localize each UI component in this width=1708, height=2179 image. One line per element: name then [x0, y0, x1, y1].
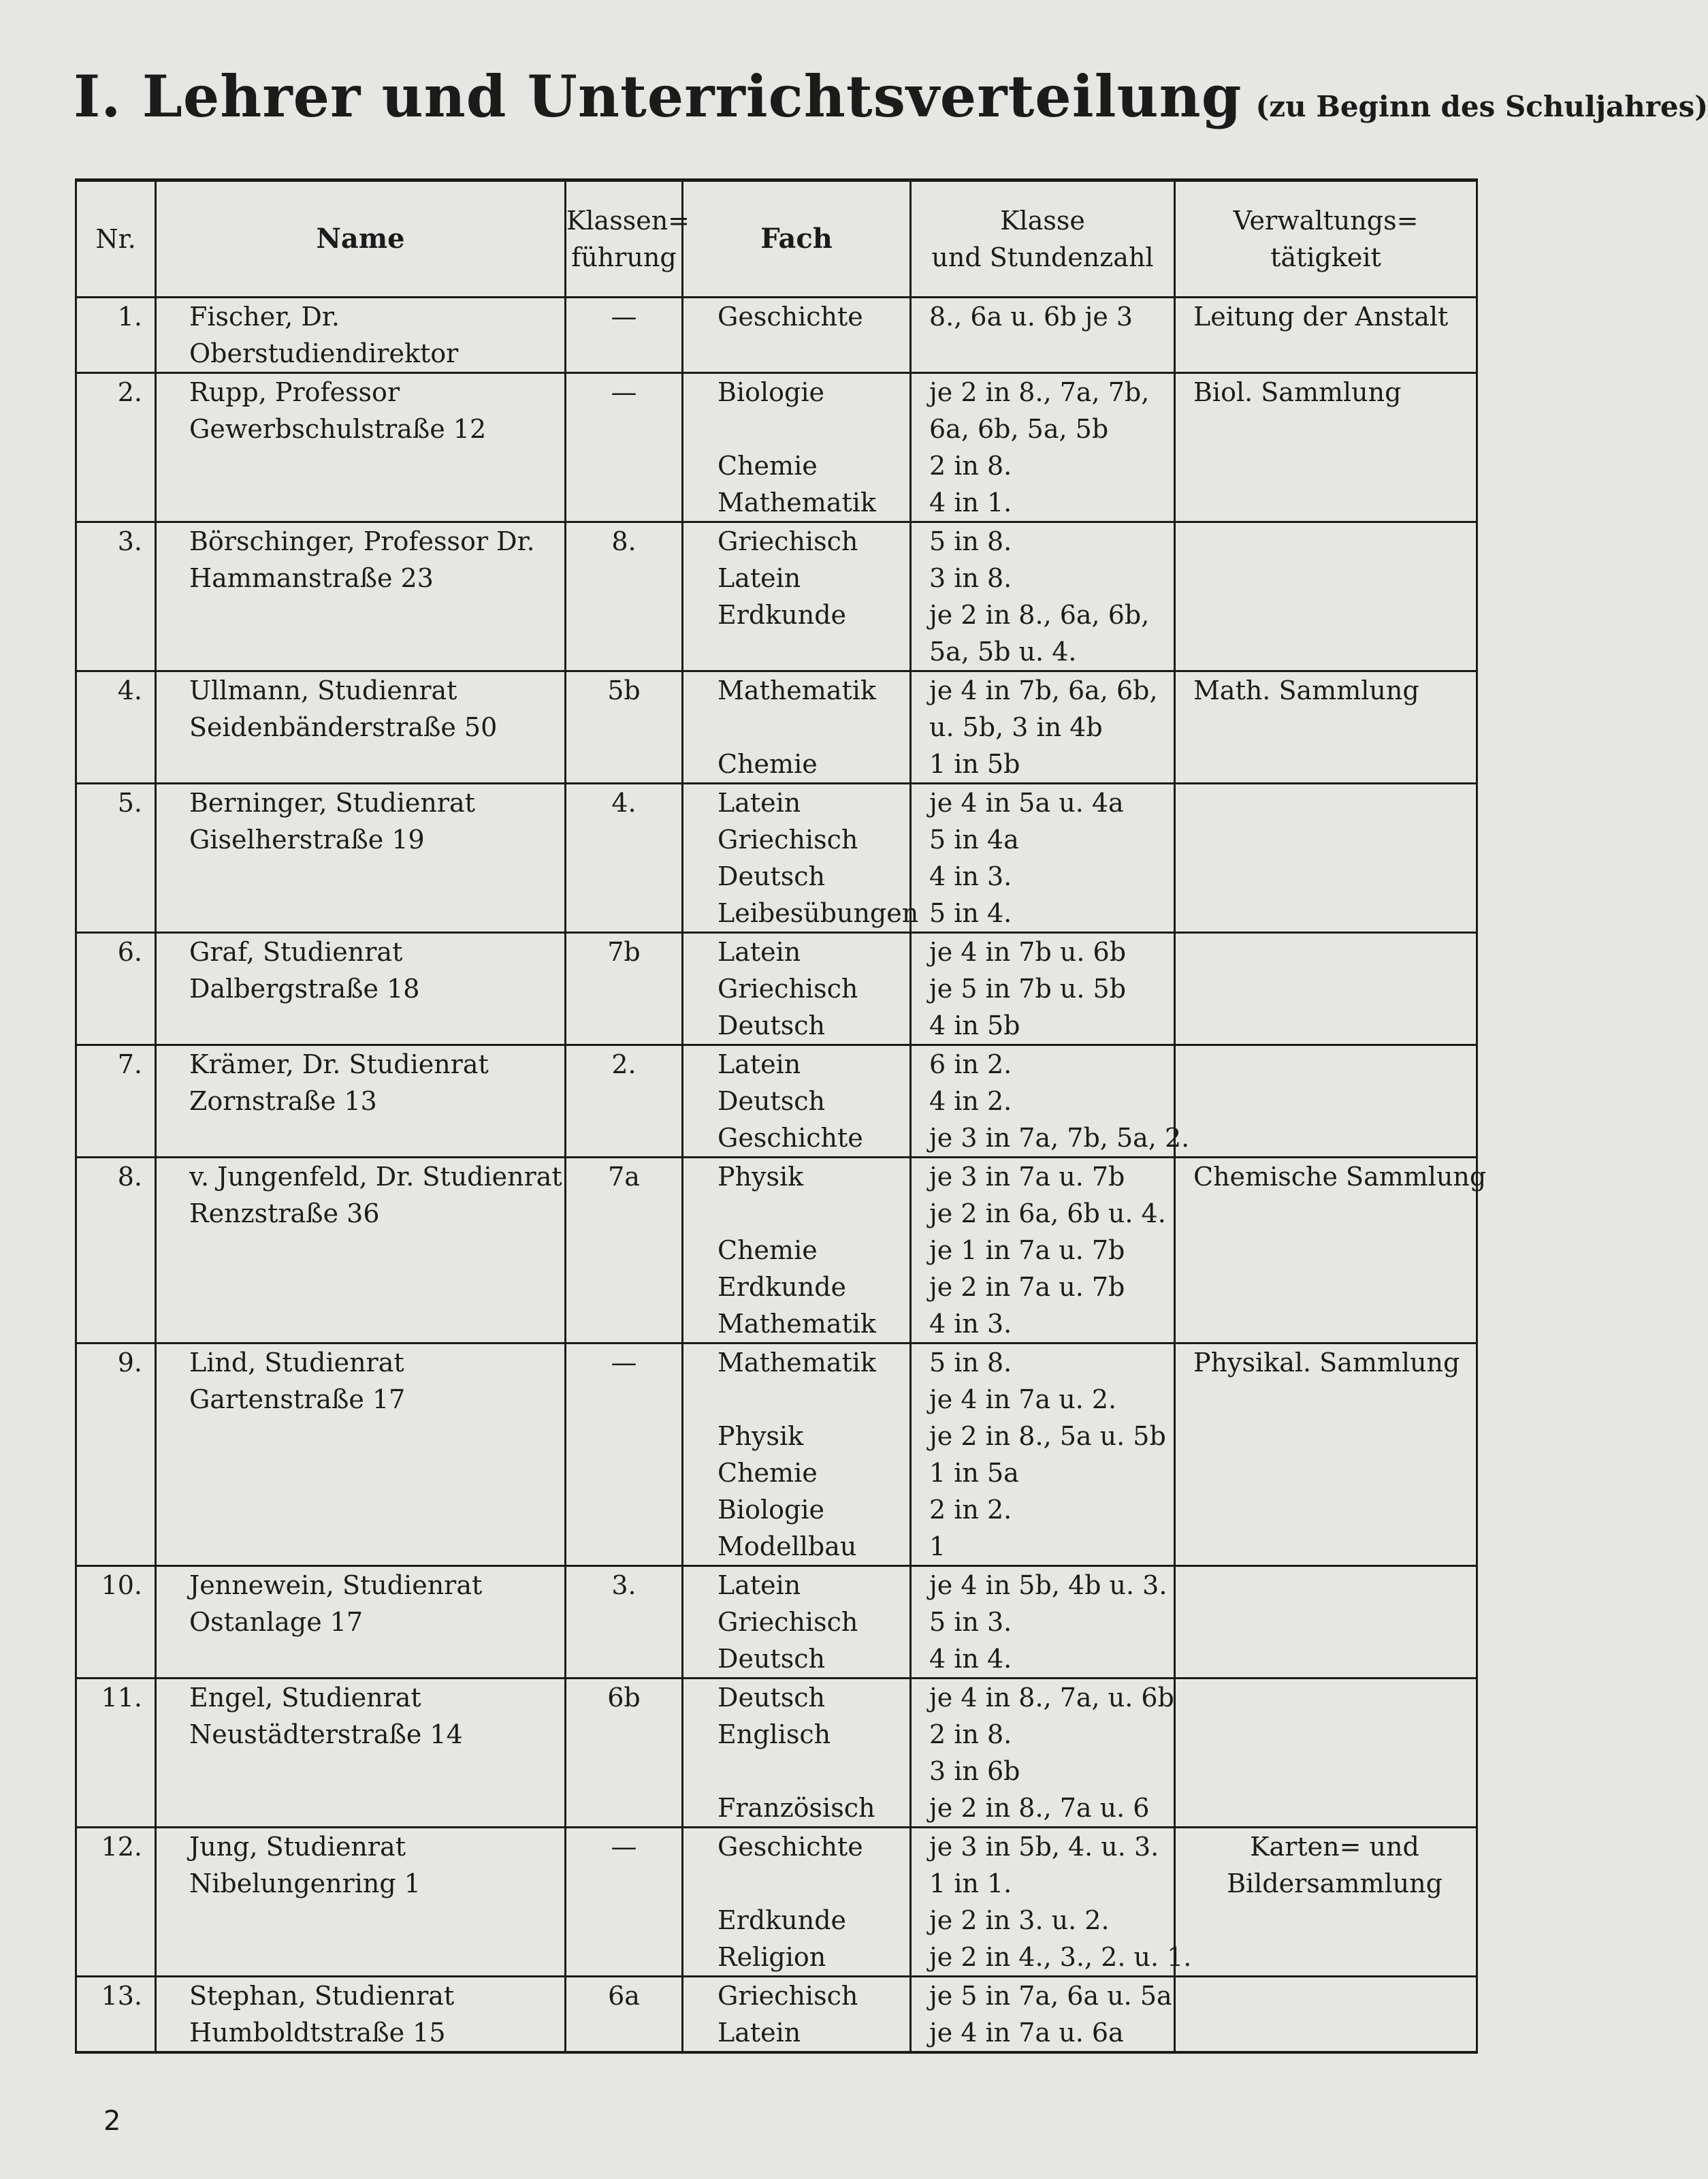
cell-fach-line: Biologie	[718, 1495, 824, 1525]
cell-name-line: Humboldtstraße 15	[189, 2018, 446, 2048]
cell-klassenfuehrung	[566, 373, 683, 522]
cell-fach-line: Geschichte	[718, 1832, 863, 1862]
cell-stunden-line: 1	[929, 1531, 946, 1561]
cell-fach-line: Französisch	[718, 1793, 875, 1823]
cell-name-line: Ullmann, Studienrat	[189, 675, 457, 705]
cell-nr	[76, 1828, 156, 1977]
cell-klassenfuehrung-line: —	[611, 377, 637, 407]
cell-fach-line: Deutsch	[718, 1644, 825, 1674]
page-number: 2	[103, 2105, 121, 2137]
cell-fach	[683, 1977, 911, 2053]
cell-klassenfuehrung-line: 3.	[611, 1570, 637, 1600]
cell-stunden-line: 5 in 4a	[929, 825, 1019, 855]
cell-stunden-line: 4 in 5b	[929, 1011, 1020, 1040]
cell-stunden	[911, 1977, 1175, 2053]
cell-stunden	[911, 784, 1175, 933]
cell-name-line: Jung, Studienrat	[189, 1832, 406, 1862]
cell-stunden-line: 5 in 8.	[929, 1348, 1012, 1378]
cell-stunden	[911, 933, 1175, 1045]
cell-name-line: Krämer, Dr. Studienrat	[189, 1049, 489, 1079]
cell-stunden-line: je 3 in 5b, 4. u. 3.	[929, 1832, 1159, 1862]
cell-stunden-line: 4 in 3.	[929, 861, 1012, 891]
cell-fach-line: Modellbau	[718, 1531, 857, 1561]
cell-fach-line	[718, 1865, 909, 1902]
cell-stunden-line: 3 in 6b	[929, 1756, 1020, 1786]
cell-fach-line: Deutsch	[718, 1683, 825, 1713]
cell-name-line: Zornstraße 13	[189, 1086, 377, 1116]
cell-stunden-line: je 4 in 5b, 4b u. 3.	[929, 1570, 1167, 1600]
cell-nr-line: 4.	[117, 675, 142, 705]
cell-stunden	[911, 522, 1175, 671]
cell-name-line: Giselherstraße 19	[189, 825, 425, 855]
cell-name-line: Graf, Studienrat	[189, 937, 403, 967]
cell-stunden-line: 6 in 2.	[929, 1049, 1012, 1079]
cell-name	[156, 373, 566, 522]
cell-klassenfuehrung-line: 6b	[607, 1683, 641, 1713]
cell-verwaltung	[1175, 671, 1477, 784]
cell-fach	[683, 933, 911, 1045]
faculty-table	[75, 178, 1487, 2054]
cell-fach-line	[718, 709, 909, 746]
cell-nr-line: 12.	[101, 1832, 142, 1862]
cell-stunden-line: 8., 6a u. 6b je 3	[929, 302, 1133, 332]
cell-verwaltung-line: Physikal. Sammlung	[1193, 1348, 1460, 1378]
table-row	[76, 1977, 1477, 2053]
cell-stunden-line: 1 in 5b	[929, 749, 1020, 779]
cell-nr	[76, 1977, 156, 2053]
cell-fach-line: Chemie	[718, 749, 818, 779]
cell-name-line: Ostanlage 17	[189, 1607, 364, 1637]
cell-name	[156, 784, 566, 933]
table-row	[76, 933, 1477, 1045]
cell-name-line: Jennewein, Studienrat	[189, 1570, 483, 1600]
cell-verwaltung	[1175, 522, 1477, 671]
table-row	[76, 1045, 1477, 1158]
cell-fach-line: Latein	[718, 1049, 801, 1079]
cell-nr-line: 11.	[101, 1683, 142, 1713]
cell-fach	[683, 784, 919, 933]
cell-nr	[76, 522, 156, 671]
cell-fach-line: Deutsch	[718, 1011, 825, 1040]
cell-stunden-line: je 2 in 6a, 6b u. 4.	[929, 1198, 1166, 1228]
cell-stunden-line: je 3 in 7a u. 7b	[929, 1162, 1125, 1192]
faculty-table-body	[76, 298, 1487, 2053]
cell-fach-line: Physik	[718, 1162, 804, 1192]
cell-fach-line: Chemie	[718, 451, 818, 481]
cell-name-line: Hammanstraße 23	[189, 563, 434, 593]
cell-stunden-line: u. 5b, 3 in 4b	[929, 712, 1103, 742]
table-row	[76, 1828, 1477, 1977]
cell-name	[156, 1977, 566, 2053]
cell-stunden-line: je 2 in 8., 7a u. 6	[929, 1793, 1150, 1823]
cell-klassenfuehrung-line: 7a	[608, 1162, 640, 1192]
cell-nr-line: 9.	[117, 1348, 142, 1378]
cell-verwaltung-line: Bildersammlung	[1227, 1868, 1443, 1898]
cell-name	[156, 522, 566, 671]
cell-stunden	[911, 1679, 1175, 1828]
cell-stunden-line: je 2 in 8., 6a, 6b,	[929, 600, 1150, 630]
header-fach: Fach	[683, 180, 911, 298]
cell-fach-line: Mathematik	[718, 1348, 876, 1378]
cell-stunden-line: 5a, 5b u. 4.	[929, 637, 1077, 667]
cell-fach-line: Latein	[718, 2018, 801, 2048]
cell-fach-line: Physik	[718, 1421, 804, 1451]
cell-stunden-line: 4 in 1.	[929, 488, 1012, 518]
cell-stunden	[911, 671, 1175, 784]
cell-stunden	[911, 1828, 1192, 1977]
table-row	[76, 1679, 1477, 1828]
table-row	[76, 1158, 1477, 1343]
cell-nr	[76, 671, 156, 784]
cell-verwaltung	[1175, 1566, 1477, 1679]
cell-name	[156, 1343, 566, 1566]
cell-verwaltung	[1175, 1343, 1477, 1566]
cell-name-line: Gartenstraße 17	[189, 1384, 406, 1414]
cell-name-line: Dalbergstraße 18	[189, 974, 420, 1004]
cell-klassenfuehrung-line: 5b	[607, 675, 641, 705]
cell-klassenfuehrung	[566, 1977, 683, 2053]
cell-verwaltung	[1175, 1158, 1487, 1343]
cell-stunden-line: je 5 in 7a, 6a u. 5a	[929, 1981, 1172, 2011]
cell-stunden-line: je 2 in 4., 3., 2. u. 1.	[929, 1942, 1192, 1972]
cell-klassenfuehrung	[566, 1158, 683, 1343]
cell-name-line: Berninger, Studienrat	[189, 788, 475, 818]
cell-stunden-line: 4 in 2.	[929, 1086, 1012, 1116]
cell-fach	[683, 373, 911, 522]
cell-nr	[76, 1045, 156, 1158]
table-row	[76, 373, 1477, 522]
cell-fach	[683, 1045, 911, 1158]
table-row	[76, 784, 1477, 933]
cell-nr-line: 3.	[117, 526, 142, 556]
cell-stunden-line: 2 in 8.	[929, 451, 1012, 481]
cell-fach-line: Latein	[718, 1570, 801, 1600]
cell-fach-line: Religion	[718, 1942, 826, 1972]
cell-verwaltung-line: Chemische Sammlung	[1193, 1162, 1487, 1192]
cell-klassenfuehrung-line: —	[611, 1832, 637, 1862]
cell-fach-line: Leibesübungen	[718, 898, 919, 928]
cell-fach-line: Mathematik	[718, 1309, 876, 1339]
cell-name-line: v. Jungenfeld, Dr. Studienrat	[189, 1162, 562, 1192]
cell-fach-line	[718, 633, 909, 670]
cell-name-line: Renzstraße 36	[189, 1198, 380, 1228]
cell-nr	[76, 784, 156, 933]
cell-stunden-line: je 2 in 3. u. 2.	[929, 1905, 1110, 1935]
cell-klassenfuehrung	[566, 1828, 683, 1977]
cell-verwaltung	[1175, 298, 1477, 373]
cell-verwaltung-line: Karten= und	[1250, 1832, 1419, 1862]
cell-stunden	[911, 1343, 1175, 1566]
cell-fach-line	[718, 1753, 909, 1790]
cell-name-line: Rupp, Professor	[189, 377, 400, 407]
cell-stunden-line: je 2 in 8., 5a u. 5b	[929, 1421, 1166, 1451]
cell-klassenfuehrung-line: 6a	[608, 1981, 640, 2011]
cell-name	[156, 933, 566, 1045]
cell-klassenfuehrung-line: 4.	[611, 788, 637, 818]
cell-verwaltung	[1175, 373, 1477, 522]
cell-stunden-line: je 4 in 7b u. 6b	[929, 937, 1127, 967]
cell-klassenfuehrung-line: —	[611, 302, 637, 332]
cell-verwaltung	[1175, 1828, 1477, 1977]
cell-fach-line: Latein	[718, 937, 801, 967]
table-row	[76, 1566, 1477, 1679]
cell-stunden-line: 5 in 8.	[929, 526, 1012, 556]
cell-nr	[76, 1679, 156, 1828]
cell-klassenfuehrung	[566, 671, 683, 784]
header-verwaltung: Verwaltungs= tätigkeit	[1175, 180, 1477, 298]
cell-fach-line	[718, 411, 909, 447]
cell-name	[156, 1828, 566, 1977]
cell-klassenfuehrung-line: 8.	[611, 526, 637, 556]
cell-name-line: Neustädterstraße 14	[189, 1719, 463, 1749]
cell-nr	[76, 373, 156, 522]
cell-nr-line: 1.	[117, 302, 142, 332]
cell-fach-line: Griechisch	[718, 526, 858, 556]
cell-name-line: Engel, Studienrat	[189, 1683, 421, 1713]
cell-klassenfuehrung-line: 7b	[607, 937, 641, 967]
cell-nr-line: 7.	[117, 1049, 142, 1079]
cell-fach	[683, 1566, 911, 1679]
cell-fach-line: Deutsch	[718, 861, 825, 891]
cell-verwaltung-line: Biol. Sammlung	[1193, 377, 1402, 407]
cell-fach	[683, 522, 911, 671]
cell-stunden	[911, 1566, 1175, 1679]
cell-stunden-line: 5 in 4.	[929, 898, 1012, 928]
cell-name	[156, 671, 566, 784]
cell-fach-line: Griechisch	[718, 1607, 858, 1637]
cell-fach	[683, 298, 911, 373]
cell-fach-line	[718, 1195, 909, 1232]
cell-verwaltung	[1175, 933, 1477, 1045]
cell-fach	[683, 1343, 911, 1566]
cell-nr-line: 5.	[117, 788, 142, 818]
cell-stunden-line: 1 in 1.	[929, 1868, 1012, 1898]
cell-name	[156, 1045, 566, 1158]
cell-fach-line: Deutsch	[718, 1086, 825, 1116]
cell-nr-line: 13.	[101, 1981, 142, 2011]
cell-fach-line: Englisch	[718, 1719, 831, 1749]
cell-stunden-line: je 4 in 7b, 6a, 6b,	[929, 675, 1158, 705]
cell-stunden-line: 3 in 8.	[929, 563, 1012, 593]
cell-stunden	[911, 1045, 1190, 1158]
cell-klassenfuehrung	[566, 784, 683, 933]
table-row	[76, 1343, 1477, 1566]
header-name: Name	[156, 180, 566, 298]
title-main: I. Lehrer und Unterrichtsverteilung	[74, 63, 1242, 130]
table-header-row	[76, 180, 1477, 298]
cell-nr-line: 6.	[117, 937, 142, 967]
cell-stunden-line: 5 in 3.	[929, 1607, 1012, 1637]
cell-stunden	[911, 298, 1175, 373]
cell-verwaltung	[1175, 1679, 1477, 1828]
cell-klassenfuehrung-line: 2.	[611, 1049, 637, 1079]
cell-klassenfuehrung	[566, 1566, 683, 1679]
cell-name	[156, 1566, 566, 1679]
cell-stunden-line: je 4 in 8., 7a, u. 6b	[929, 1683, 1174, 1713]
cell-stunden-line: 4 in 4.	[929, 1644, 1012, 1674]
cell-fach-line: Griechisch	[718, 1981, 858, 2011]
cell-verwaltung	[1175, 1045, 1477, 1158]
cell-fach	[683, 1679, 911, 1828]
header-klassenfuehrung: Klassen= führung	[566, 180, 683, 298]
cell-nr	[76, 1343, 156, 1566]
cell-nr	[76, 1158, 156, 1343]
cell-fach-line: Mathematik	[718, 488, 876, 518]
cell-stunden-line: 2 in 2.	[929, 1495, 1012, 1525]
cell-verwaltung-line: Math. Sammlung	[1193, 675, 1419, 705]
table-row	[76, 671, 1477, 784]
cell-klassenfuehrung	[566, 1045, 683, 1158]
cell-fach	[683, 1828, 911, 1977]
cell-nr	[76, 298, 156, 373]
cell-fach	[683, 671, 911, 784]
cell-name	[156, 1158, 566, 1343]
cell-nr-line: 10.	[101, 1570, 142, 1600]
cell-fach-line	[718, 1381, 909, 1418]
header-nr: Nr.	[76, 180, 156, 298]
cell-name-line: Nibelungenring 1	[189, 1868, 421, 1898]
cell-nr-line: 8.	[117, 1162, 142, 1192]
cell-nr	[76, 1566, 156, 1679]
title-subtitle: (zu Beginn des Schuljahres)	[1255, 90, 1708, 123]
cell-fach-line: Erdkunde	[718, 1272, 847, 1302]
cell-fach-line: Mathematik	[718, 675, 876, 705]
cell-stunden-line: 6a, 6b, 5a, 5b	[929, 414, 1109, 444]
cell-stunden	[911, 373, 1175, 522]
cell-klassenfuehrung-line: —	[611, 1348, 637, 1378]
cell-stunden-line: je 1 in 7a u. 7b	[929, 1235, 1125, 1265]
cell-name-line: Börschinger, Professor Dr.	[189, 526, 535, 556]
cell-fach-line: Latein	[718, 563, 801, 593]
cell-klassenfuehrung	[566, 298, 683, 373]
cell-stunden	[911, 1158, 1175, 1343]
cell-stunden-line: je 4 in 7a u. 6a	[929, 2018, 1124, 2048]
cell-stunden-line: 1 in 5a	[929, 1458, 1019, 1488]
cell-stunden-line: je 4 in 7a u. 2.	[929, 1384, 1117, 1414]
page-title	[74, 63, 1708, 130]
cell-nr-line: 2.	[117, 377, 142, 407]
cell-fach-line: Chemie	[718, 1458, 818, 1488]
cell-verwaltung-line: Leitung der Anstalt	[1193, 302, 1449, 332]
cell-verwaltung	[1175, 1977, 1477, 2053]
cell-stunden-line: je 4 in 5a u. 4a	[929, 788, 1124, 818]
cell-fach-line: Erdkunde	[718, 1905, 847, 1935]
cell-name-line: Oberstudiendirektor	[189, 338, 459, 368]
cell-stunden-line: je 2 in 7a u. 7b	[929, 1272, 1125, 1302]
cell-stunden-line: 4 in 3.	[929, 1309, 1012, 1339]
cell-stunden-line: je 5 in 7b u. 5b	[929, 974, 1127, 1004]
cell-klassenfuehrung	[566, 1343, 683, 1566]
cell-fach-line: Geschichte	[718, 1123, 863, 1153]
cell-name-line: Seidenbänderstraße 50	[189, 712, 498, 742]
cell-name-line: Gewerbschulstraße 12	[189, 414, 487, 444]
cell-name-line: Lind, Studienrat	[189, 1348, 404, 1378]
cell-name-line: Fischer, Dr.	[189, 302, 340, 332]
cell-klassenfuehrung	[566, 1679, 683, 1828]
cell-name	[156, 298, 566, 373]
cell-fach-line: Erdkunde	[718, 600, 847, 630]
cell-nr	[76, 933, 156, 1045]
cell-verwaltung	[1175, 784, 1477, 933]
cell-klassenfuehrung	[566, 933, 683, 1045]
table-row	[76, 298, 1477, 373]
table-row	[76, 522, 1477, 671]
cell-name-line: Stephan, Studienrat	[189, 1981, 455, 2011]
cell-fach-line: Biologie	[718, 377, 824, 407]
cell-fach-line: Griechisch	[718, 974, 858, 1004]
cell-name	[156, 1679, 566, 1828]
header-klasse-stunden: Klasse und Stundenzahl	[911, 180, 1175, 298]
cell-stunden-line: je 2 in 8., 7a, 7b,	[929, 377, 1150, 407]
cell-fach-line: Latein	[718, 788, 801, 818]
cell-fach	[683, 1158, 911, 1343]
cell-klassenfuehrung	[566, 522, 683, 671]
cell-stunden-line: 2 in 8.	[929, 1719, 1012, 1749]
cell-fach-line: Geschichte	[718, 302, 863, 332]
cell-fach-line: Griechisch	[718, 825, 858, 855]
cell-fach-line: Chemie	[718, 1235, 818, 1265]
cell-stunden-line: je 3 in 7a, 7b, 5a, 2.	[929, 1123, 1190, 1153]
